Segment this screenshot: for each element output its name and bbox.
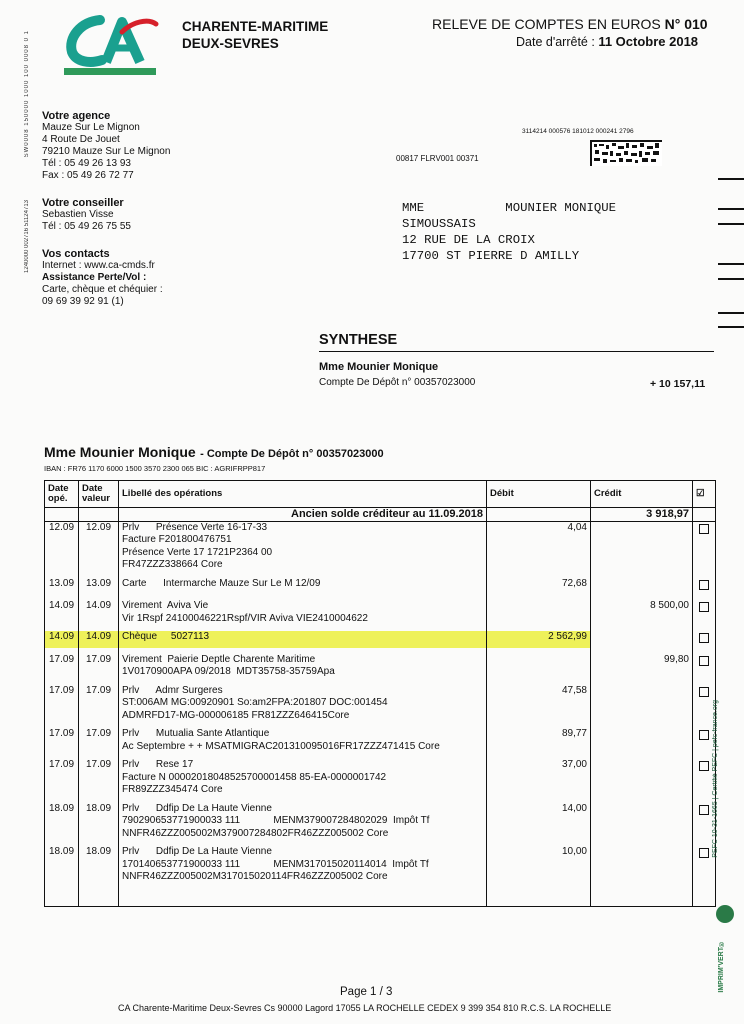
label-line: Prlv Mutualia Sante Atlantique [122, 728, 270, 739]
cell-check [693, 631, 716, 648]
fold-mark [718, 278, 744, 280]
label-line: Virement Aviva Vie [122, 600, 209, 611]
cell-label [119, 654, 487, 679]
cell-date-val: 14.09 [79, 600, 119, 625]
synthese-account: Compte De Dépôt n° 00357023000 [319, 377, 476, 388]
cell-date-val: 12.09 [79, 521, 119, 572]
fold-mark [718, 208, 744, 210]
cell-credit [591, 521, 693, 572]
agency-block [42, 110, 170, 182]
contacts-internet: Internet : www.ca-cmds.fr [42, 260, 155, 271]
cell-date-val: 18.09 [79, 803, 119, 841]
advisor-block [42, 197, 131, 233]
imprim-vert-label: IMPRIM'VERT® [718, 940, 725, 993]
statement-date-value: 11 Octobre 2018 [598, 34, 699, 49]
checkbox-icon[interactable] [699, 656, 709, 666]
cell-check [693, 521, 716, 572]
reference-numbers: 3114214 000576 181012 000241 2796 [522, 128, 634, 135]
cell-debit: 14,00 [487, 803, 591, 841]
cell-debit: 4,04 [487, 521, 591, 572]
cell-label [119, 759, 487, 797]
label-line: NNFR46ZZZ005002M317015020114FR46ZZZ005002 Core [122, 871, 388, 882]
cell-credit [591, 846, 693, 884]
checkbox-icon[interactable] [699, 848, 709, 858]
cell-date-op: 13.09 [45, 578, 79, 595]
contacts-heading: Vos contacts [42, 248, 110, 260]
cell-debit [487, 600, 591, 625]
cell-date-val: 18.09 [79, 846, 119, 884]
agency-line: Fax : 05 49 26 72 77 [42, 170, 134, 181]
fold-mark [718, 223, 744, 225]
label-line: ADMRFD17-MG-000006185 FR81ZZZ646415Core [122, 709, 350, 721]
routing-reference: 00817 FLRV001 00371 [396, 154, 479, 163]
label-line: Virement Paierie Deptle Charente Maritime [122, 653, 316, 665]
assistance-line: Carte, chèque et chéquier : [42, 284, 163, 295]
cell-date-op: 17.09 [45, 654, 79, 679]
cell-credit: 99,80 [591, 654, 693, 679]
cell-date-op: 14.09 [45, 631, 79, 648]
statement-title: RELEVE DE COMPTES EN EUROS N° 010 [432, 16, 708, 32]
cell-date-op: 17.09 [45, 685, 79, 723]
row-spacer [45, 884, 716, 907]
checkbox-icon[interactable] [699, 602, 709, 612]
fold-mark [718, 263, 744, 265]
cell-credit [591, 685, 693, 723]
label-line: ST:006AM MG:00920901 So:am2FPA:201807 DOC:001454 [122, 697, 388, 708]
imprim-vert-icon [716, 905, 734, 923]
cell-debit [487, 654, 591, 679]
header-date-val: Date valeur [79, 481, 119, 508]
cell-credit [591, 728, 693, 753]
operations-table [44, 480, 716, 907]
advisor-heading: Votre conseiller [42, 197, 124, 209]
label-line: FR89ZZZ345474 Core [122, 784, 223, 795]
datamatrix-barcode [590, 140, 662, 166]
label-line: Prlv Rese 17 [122, 759, 194, 770]
label-line: Prlv Ddfip De La Haute Vienne [122, 802, 272, 814]
cell-date-op: 18.09 [45, 803, 79, 841]
label-line: NNFR46ZZZ005002M379007284802FR46ZZZ005002 Core [122, 827, 389, 839]
checkbox-icon[interactable] [699, 580, 709, 590]
cell-date-val: 13.09 [79, 578, 119, 595]
label-line: Prlv Présence Verte 16-17-33 [122, 521, 268, 533]
pefc-certification: PEFC 10-31-1665 | Certifié PEFC | pefc-france.org [712, 700, 719, 858]
cell-label [119, 803, 487, 841]
recipient-line: 12 RUE DE LA CROIX [402, 233, 535, 247]
agency-line: Tél : 05 49 26 13 93 [42, 158, 131, 169]
contacts-block [42, 248, 163, 308]
checkbox-icon[interactable] [699, 761, 709, 771]
label-line: Facture N 00002018048525700001458 85-EA-0000001742 [122, 771, 387, 783]
footer-address: CA Charente-Maritime Deux-Sevres Cs 90000 Lagord 17055 LA ROCHELLE CEDEX 9 399 354 810 R.C.S. LA ROCHELLE [118, 1003, 612, 1013]
side-code-2: 1240000 002716 51124713 [24, 200, 30, 273]
label-line: FR47ZZZ338664 Core [122, 559, 223, 570]
synthese-holder: Mme Mounier Monique [319, 361, 439, 373]
account-title [44, 444, 384, 462]
label-line: Carte Intermarche Mauze Sur Le M 12/09 [122, 577, 321, 589]
previous-balance-value: 3 918,97 [591, 508, 693, 522]
label-line: Ac Septembre + + MSATMIGRAC201310095016FR17ZZZ471415 Core [122, 740, 440, 752]
recipient-line: MME MOUNIER MONIQUE [402, 201, 617, 215]
cell-debit: 47,58 [487, 685, 591, 723]
table-row [45, 728, 716, 753]
assistance-heading: Assistance Perte/Vol : [42, 272, 147, 283]
cell-label [119, 521, 487, 572]
cell-label [119, 728, 487, 753]
cell-credit: 8 500,00 [591, 600, 693, 625]
header-credit: Crédit [591, 481, 693, 508]
cell-check [693, 600, 716, 625]
previous-balance-label: Ancien solde créditeur au 11.09.2018 [119, 508, 487, 522]
cell-label [119, 578, 487, 595]
bank-name-line2: DEUX-SEVRES [182, 36, 279, 51]
cell-date-val: 17.09 [79, 759, 119, 797]
cell-label [119, 846, 487, 884]
table-row [45, 759, 716, 797]
cell-label [119, 631, 487, 648]
cell-date-op: 12.09 [45, 521, 79, 572]
table-row [45, 685, 716, 723]
agency-heading: Votre agence [42, 110, 111, 122]
credit-agricole-logo [62, 12, 160, 80]
table-row [45, 803, 716, 841]
synthese-divider [319, 351, 714, 352]
cell-date-val: 17.09 [79, 685, 119, 723]
cell-check [693, 654, 716, 679]
bank-region [182, 18, 328, 52]
cell-credit [591, 631, 693, 648]
header-check: ☑ [693, 481, 716, 508]
advisor-line: Tél : 05 49 26 75 55 [42, 221, 131, 232]
table-row [45, 578, 716, 595]
table-row [45, 654, 716, 679]
fold-mark [718, 312, 744, 314]
table-header-row [45, 481, 716, 508]
statement-number: N° 010 [664, 16, 708, 32]
cell-check [693, 578, 716, 595]
agency-line: 4 Route De Jouet [42, 134, 120, 145]
cell-credit [591, 803, 693, 841]
recipient-line: SIMOUSSAIS [402, 217, 476, 231]
cell-date-op: 17.09 [45, 728, 79, 753]
cell-debit: 2 562,99 [487, 631, 591, 648]
checkbox-icon[interactable] [699, 687, 709, 697]
label-line: Prlv Ddfip De La Haute Vienne [122, 846, 272, 857]
side-code: SW0008 150000 1000 100 0008 0 1 [24, 30, 30, 158]
cell-date-op: 18.09 [45, 846, 79, 884]
recipient-address [402, 200, 616, 264]
cell-debit: 10,00 [487, 846, 591, 884]
cell-date-op: 17.09 [45, 759, 79, 797]
label-line: Vir 1Rspf 24100046221Rspf/VIR Aviva VIE2410004622 [122, 612, 368, 624]
label-line: 170140653771900033 111 MENM317015020114014 Impôt Tf [122, 858, 429, 870]
label-line: 1V0170900APA 09/2018 MDT35758-35759Apa [122, 666, 335, 677]
table-row [45, 846, 716, 884]
table-row [45, 600, 716, 625]
agency-line: 79210 Mauze Sur Le Mignon [42, 146, 171, 157]
checkbox-icon[interactable] [699, 633, 709, 643]
account-number: - Compte De Dépôt n° 00357023000 [200, 448, 384, 460]
table-row [45, 521, 716, 572]
checkbox-icon[interactable] [699, 805, 709, 815]
checkbox-icon[interactable] [699, 730, 709, 740]
synthese-title: SYNTHESE [319, 332, 398, 348]
label-line: Prlv Admr Surgeres [122, 684, 223, 696]
cell-credit [591, 578, 693, 595]
iban-line: IBAN : FR76 1170 6000 1500 3570 2300 065 BIC : AGRIFRPP817 [44, 464, 266, 473]
header-date-op: Date opé. [45, 481, 79, 508]
label-line: Facture F201800476751 [122, 534, 232, 545]
label-line: Chèque 5027113 [122, 631, 210, 642]
cell-debit: 89,77 [487, 728, 591, 753]
cell-debit: 72,68 [487, 578, 591, 595]
agency-line: Mauze Sur Le Mignon [42, 122, 140, 133]
synthese-balance: + 10 157,11 [650, 378, 706, 390]
checkbox-icon[interactable] [699, 524, 709, 534]
bank-name-line1: CHARENTE-MARITIME [182, 19, 329, 34]
label-line: Présence Verte 17 1721P2364 00 [122, 546, 273, 558]
page-number: Page 1 / 3 [340, 986, 393, 998]
advisor-line: Sebastien Visse [42, 209, 114, 220]
cell-debit: 37,00 [487, 759, 591, 797]
table-row [45, 631, 716, 648]
cell-label [119, 600, 487, 625]
cell-date-val: 14.09 [79, 631, 119, 648]
cell-date-op: 14.09 [45, 600, 79, 625]
statement-date: Date d'arrêté : 11 Octobre 2018 [516, 34, 699, 49]
header-label: Libellé des opérations [119, 481, 487, 508]
cell-label [119, 685, 487, 723]
cell-credit [591, 759, 693, 797]
label-line: 790290653771900033 111 MENM379007284802029 Impôt Tf [122, 815, 430, 826]
fold-mark [718, 178, 744, 180]
cell-date-val: 17.09 [79, 654, 119, 679]
previous-balance-row [45, 508, 716, 522]
fold-mark [718, 326, 744, 328]
account-holder: Mme Mounier Monique [44, 444, 196, 460]
header-debit: Débit [487, 481, 591, 508]
recipient-line: 17700 ST PIERRE D AMILLY [402, 249, 580, 263]
cell-date-val: 17.09 [79, 728, 119, 753]
assistance-line: 09 69 39 92 91 (1) [42, 296, 124, 307]
